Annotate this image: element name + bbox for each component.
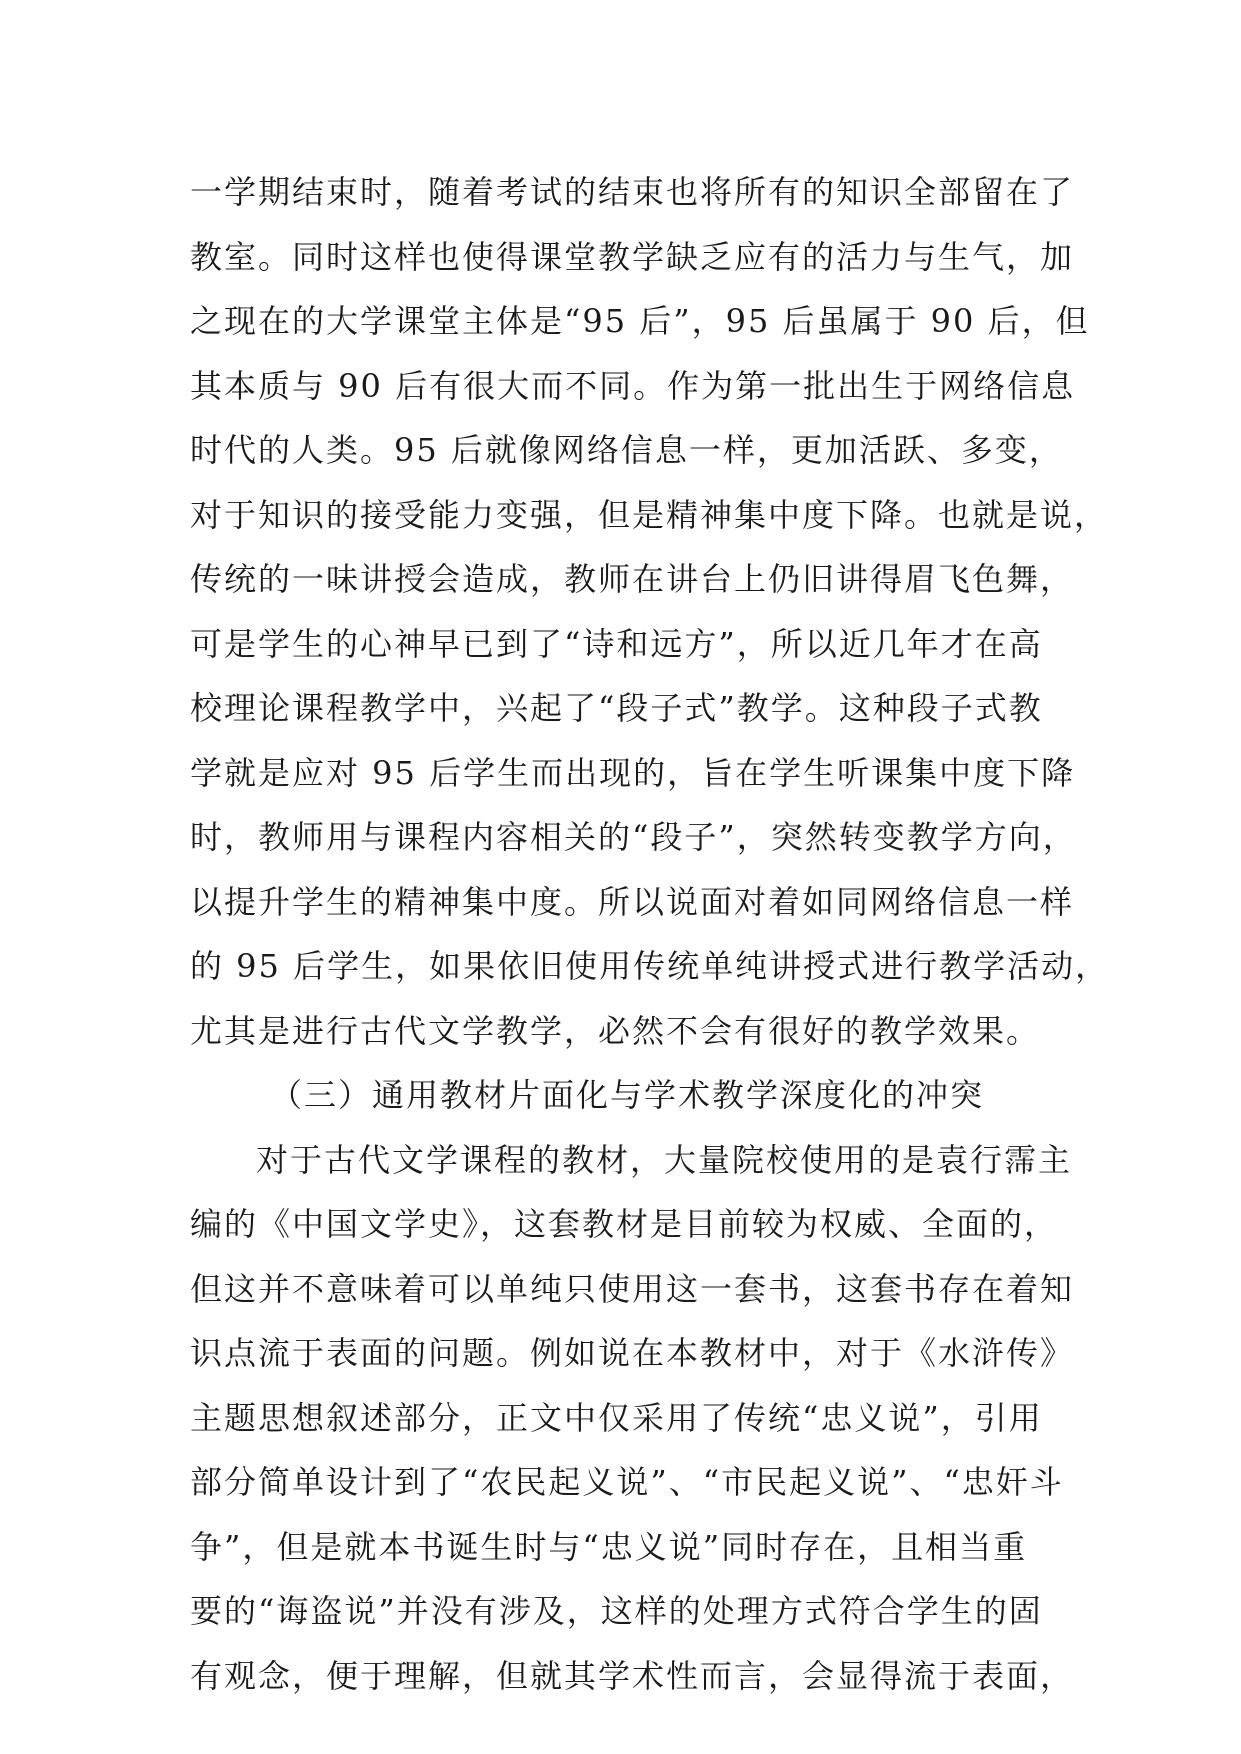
- text-line: 教室。同时这样也使得课堂教学缺乏应有的活力与生气，加: [190, 237, 1075, 276]
- text-line: 学就是应对 95 后学生而出现的，旨在学生听课集中度下降: [190, 753, 1076, 792]
- text-line: 之现在的大学课堂主体是“95 后”，95 后虽属于 90 后，但: [190, 302, 1090, 340]
- paragraph-first-line: 对于古代文学课程的教材，大量院校使用的是袁行霈主: [256, 1140, 1073, 1179]
- text-line: 但这并不意味着可以单纯只使用这一套书，这套书存在着知: [190, 1269, 1075, 1308]
- text-line: 主题思想叙述部分，正文中仅采用了传统“忠义说”，引用: [190, 1398, 1043, 1437]
- text-line: 要的“诲盗说”并没有涉及，这样的处理方式符合学生的固: [190, 1592, 1043, 1630]
- text-line: 传统的一味讲授会造成，教师在讲台上仍旧讲得眉飞色舞，: [190, 560, 1075, 598]
- section-heading: （三）通用教材片面化与学术教学深度化的冲突: [270, 1076, 985, 1114]
- text-line: 争”，但是就本书诞生时与“忠义说”同时存在，且相当重: [190, 1527, 1028, 1566]
- text-line: 有观念，便于理解，但就其学术性而言，会显得流于表面，: [190, 1656, 1075, 1695]
- text-line: 校理论课程教学中，兴起了“段子式”教学。这种段子式教: [190, 689, 1043, 727]
- text-line: 的 95 后学生，如果依旧使用传统单纯讲授式进行教学活动，: [190, 947, 1110, 985]
- text-line: 对于知识的接受能力变强，但是精神集中度下降。也就是说，: [190, 495, 1109, 534]
- text-line: 以提升学生的精神集中度。所以说面对着如同网络信息一样: [190, 882, 1075, 921]
- body-text: [190, 160, 1110, 1708]
- text-line: 可是学生的心神早已到了“诗和远方”，所以近几年才在高: [190, 624, 1043, 663]
- text-line: 部分简单设计到了“农民起义说”、“市民起义说”、“忠奸斗: [190, 1463, 1064, 1501]
- text-line: 识点流于表面的问题。例如说在本教材中，对于《水浒传》: [190, 1334, 1075, 1372]
- text-line: 一学期结束时，随着考试的结束也将所有的知识全部留在了: [190, 173, 1075, 211]
- text-line: 编的《中国文学史》，这套教材是目前较为权威、全面的，: [190, 1205, 1059, 1243]
- text-line: 尤其是进行古代文学教学，必然不会有很好的教学效果。: [190, 1011, 1041, 1050]
- text-line: 其本质与 90 后有很大而不同。作为第一批出生于网络信息: [190, 366, 1076, 405]
- text-line: 时，教师用与课程内容相关的“段子”，突然转变教学方向，: [190, 818, 1077, 856]
- text-line: 时代的人类。95 后就像网络信息一样，更加活跃、多变，: [190, 431, 1063, 469]
